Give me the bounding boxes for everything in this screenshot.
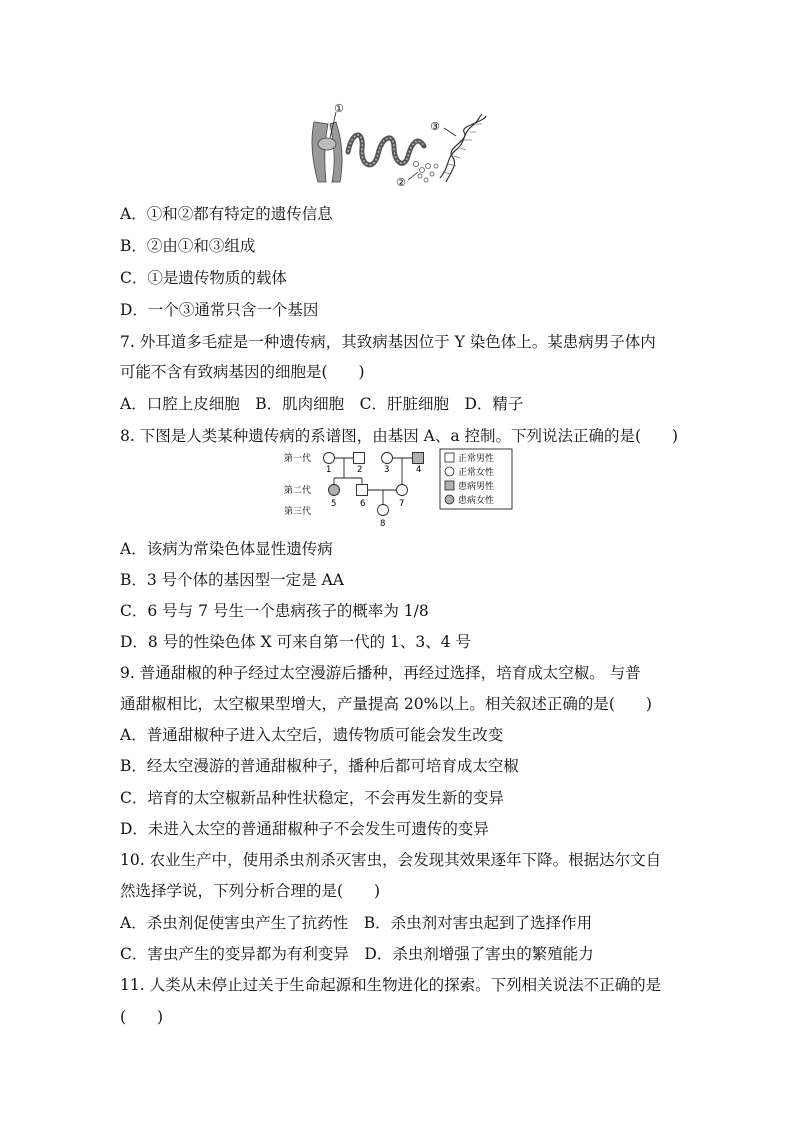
nucleosome-beads: [414, 162, 439, 183]
legend-affected-male-label: 患病男性: [458, 482, 495, 492]
individual-1-number: 1: [326, 465, 332, 475]
marker-2: ②: [396, 176, 406, 189]
individual-4-number: 4: [416, 465, 422, 475]
q8-option-c: C．6 号与 7 号生一个患病孩子的概率为 1/8: [120, 602, 429, 620]
individual-7-normal-female: [397, 485, 408, 496]
individual-2-normal-male: [354, 453, 365, 464]
q9-stem-line2: 通甜椒相比，太空椒果型增大，产量提高 20%以上。相关叙述正确的是( ): [120, 695, 652, 713]
q7-stem-line2: 可能不含有致病基因的细胞是( ): [120, 363, 365, 381]
generation-1-label: 第一代: [284, 454, 312, 464]
individual-6-normal-male: [357, 485, 368, 496]
q10-options-cd: C．害虫产生的变异都为有利变异 D．杀虫剂增强了害虫的繁殖能力: [120, 945, 594, 963]
individual-8-normal-female: [378, 505, 389, 516]
individual-5-affected-female: [329, 485, 340, 496]
q11-stem-line2: ( ): [120, 1008, 164, 1026]
q11-stem-line1: 11. 人类从未停止过关于生命起源和生物进化的探索。下列相关说法不正确的是: [120, 976, 662, 994]
q6-option-c: C．①是遗传物质的载体: [120, 269, 287, 287]
pedigree-lines: [334, 458, 412, 505]
legend-affected-male-symbol: [445, 481, 454, 490]
chromosome-drawing: [312, 122, 342, 182]
q9-stem-line1: 9. 普通甜椒的种子经过太空漫游后播种，再经过选择，培育成太空椒。 与普: [120, 664, 641, 682]
q10-options-ab: A．杀虫剂促使害虫产生了抗药性 B．杀虫剂对害虫起到了选择作用: [120, 914, 593, 932]
q9-option-c: C．培育的太空椒新品种性状稳定，不会再发生新的变异: [120, 789, 504, 807]
individual-8-number: 8: [380, 519, 386, 528]
legend-normal-female-label: 正常女性: [458, 468, 495, 478]
q8-option-a: A．该病为常染色体显性遗传病: [120, 540, 333, 558]
individual-5-number: 5: [331, 499, 337, 509]
q6-option-b: B．②由①和③组成: [120, 237, 256, 255]
q6-option-d: D．一个③通常只含一个基因: [120, 301, 319, 319]
individual-7-number: 7: [399, 499, 405, 509]
legend-normal-female-symbol: [445, 467, 454, 476]
coiled-fiber-drawing: [348, 135, 424, 165]
individual-6-number: 6: [360, 499, 366, 509]
q6-option-a: A．①和②都有特定的遗传信息: [120, 205, 333, 223]
q9-option-a: A．普通甜椒种子进入太空后，遗传物质可能会发生改变: [120, 726, 504, 744]
individual-1-normal-female: [324, 453, 335, 464]
q10-stem-line1: 10. 农业生产中，使用杀虫剂杀灭害虫，会发现其效果逐年下降。根据达尔文自: [120, 851, 662, 869]
legend-affected-female-symbol: [445, 495, 454, 504]
q9-option-b: B．经太空漫游的普通甜椒种子，播种后都可培育成太空椒: [120, 757, 519, 775]
individual-4-affected-male: [413, 453, 424, 464]
dna-double-helix: [440, 114, 486, 182]
q8-option-b: B．3 号个体的基因型一定是 AA: [120, 571, 344, 589]
q7-stem-line1: 7. 外耳道多毛症是一种遗传病，其致病基因位于 Y 染色体上。某患病男子体内: [120, 333, 656, 351]
generation-3-label: 第三代: [284, 507, 312, 517]
q8-stem: 8. 下图是人类某种遗传病的系谱图，由基因 A、a 控制。下列说法正确的是( ): [120, 427, 679, 445]
legend-normal-male-label: 正常男性: [458, 454, 495, 464]
q8-option-d: D．8 号的性染色体 X 可来自第一代的 1、3、4 号: [120, 633, 472, 651]
legend-affected-female-label: 患病女性: [458, 496, 495, 506]
marker-3: ③: [430, 120, 440, 133]
generation-2-label: 第二代: [284, 486, 312, 496]
individual-3-normal-female: [382, 453, 393, 464]
q9-option-d: D．未进入太空的普通甜椒种子不会发生可遗传的变异: [120, 820, 489, 838]
individual-3-number: 3: [384, 465, 390, 475]
q10-stem-line2: 然选择学说，下列分析合理的是( ): [120, 882, 381, 900]
legend-normal-male-symbol: [445, 453, 454, 462]
marker-1: ①: [334, 102, 344, 115]
chromosome-dna-figure: [300, 100, 490, 190]
pedigree-chart: [280, 448, 520, 528]
individual-2-number: 2: [357, 465, 363, 475]
q7-options: A．口腔上皮细胞 B．肌肉细胞 C．肝脏细胞 D．精子: [120, 395, 524, 413]
